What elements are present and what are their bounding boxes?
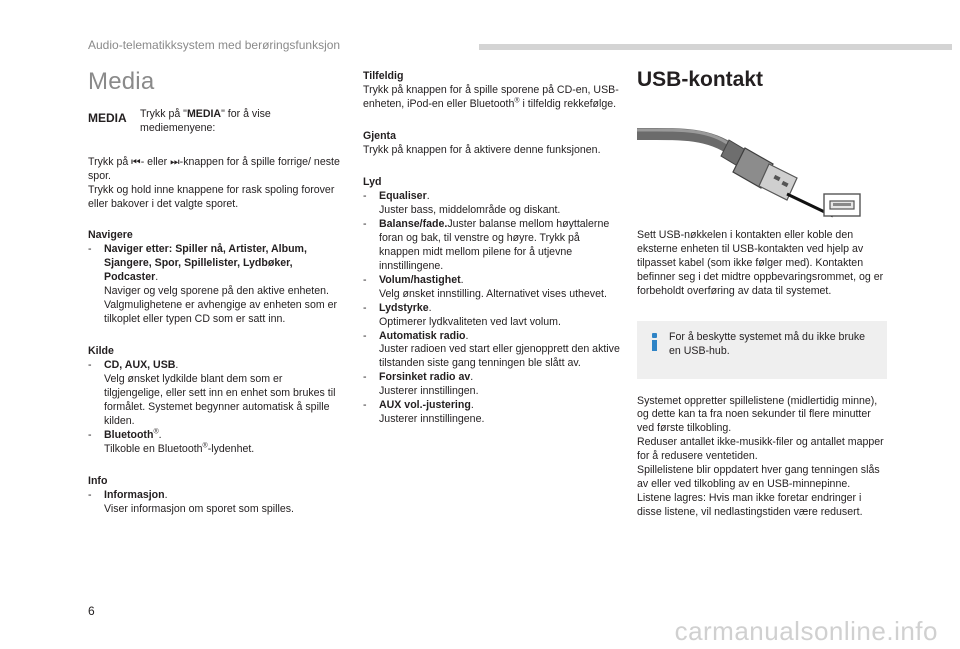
playlist-info: Systemet oppretter spillelistene (midlertidig minne), og dette kan ta fra noen sekunder til flere minutter ved første tilkobling. Reduser antallet ikke-musikk-filer og antallet mapper for å redusere ventetiden. Spillelistene blir oppdatert hver gang tenningen slås av eller ved tilkobling av en USB-minnepinne. Listene lagres: Hvis man ikke foretar endringer i disse listene, vil nedlastingstiden være redusert.	[637, 394, 884, 519]
info-icon	[647, 331, 661, 359]
skip-instructions: Trykk på ⏮- eller ⏭-knappen for å spille forrige/ neste spor. Trykk og hold inne knappene for rask spoling forover eller bakover i det valgte sporet.	[88, 155, 340, 210]
media-key-description: Trykk på "MEDIA" for å vise mediemenyene:	[140, 107, 271, 134]
media-heading: Media	[88, 68, 155, 95]
watermark: carmanualsonline.info	[674, 616, 938, 646]
section-info: Info - Informasjon. Viser informasjon om sporet som spilles.	[88, 475, 340, 517]
media-key-label: MEDIA	[88, 110, 127, 125]
running-header: Audio-telematikksystem med berøringsfunksjon	[88, 38, 341, 52]
list-item: - Equaliser. Juster bass, middelområde og diskant.	[363, 189, 561, 216]
list-item: - AUX vol.-justering. Justerer innstillingene.	[363, 399, 485, 426]
section-lyd: Lyd - Equaliser. Juster bass, middelområde og diskant. - Balanse/fade.Juster balanse mellom høyttalerne foran og bak, til venstre og høyre. Trykk på knappen midt mellom pilene for å utjevne innstillingene. - Volum/hastighet. Velg ønsket innstilling. Alternativet vises uthevet. - Lydstyrke. Optimerer lydkvaliteten ved lavt volum. - Automatisk radio. Juster radioen ved start eller gjenopprett den aktive tilstanden siste gang tenningen ble slått av. - Forsinket radio av. Justerer innstillingen. - AUX vol.-justering. Justerer innstillingene.	[363, 175, 620, 426]
media-key-row	[88, 108, 340, 136]
list-item: - Volum/hastighet. Velg ønsket innstilling. Alternativet vises uthevet.	[363, 273, 607, 300]
info-box-text: For å beskytte systemet må du ikke bruke en USB-hub.	[669, 330, 866, 357]
usb-plug-icon	[637, 112, 887, 227]
header-bar	[479, 44, 952, 50]
list-item: - Bluetooth®. Tilkoble en Bluetooth®-lydenhet.	[88, 428, 255, 456]
list-item: - CD, AUX, USB. Velg ønsket lydkilde blant dem som er tilgjengelige, eller sett inn en enhet som brukes til formålet. Systemet begynner automatisk å spille kilden.	[88, 359, 336, 428]
page-number: 6	[88, 604, 95, 618]
info-box	[637, 321, 887, 379]
list-item: - Informasjon. Viser informasjon om sporet som spilles.	[88, 488, 294, 515]
section-navigere: Navigere - Naviger etter: Spiller nå, Artister, Album, Sjangere, Spor, Spillelister, Lydbøker, Podcaster. Naviger og velg sporene på den aktive enheten. Valgmulighetene er avhengige av enheten som er tilkoplet eller typen CD som er satt inn.	[88, 229, 340, 327]
list-item: - Forsinket radio av. Justerer innstillingen.	[363, 371, 479, 398]
section-kilde: Kilde - CD, AUX, USB. Velg ønsket lydkilde blant dem som er tilgjengelige, eller sett inn en enhet som brukes til formålet. Systemet begynner automatisk å spille kilden. - Bluetooth®. Tilkoble en Bluetooth®-lydenhet.	[88, 345, 340, 457]
list-item: - Automatisk radio. Juster radioen ved start eller gjenopprett den aktive tilstanden siste gang tenningen ble slått av.	[363, 329, 620, 370]
section-tilfeldig: Tilfeldig Trykk på knappen for å spille sporene på CD-en, USB-enheten, iPod-en eller Bluetooth® i tilfeldig rekkefølge.	[363, 70, 619, 110]
list-item: - Lydstyrke. Optimerer lydkvaliteten ved lavt volum.	[363, 301, 561, 328]
usb-illustration	[637, 112, 887, 227]
usb-heading: USB-kontakt	[637, 68, 764, 91]
section-gjenta: Gjenta Trykk på knappen for å aktivere denne funksjonen.	[363, 129, 601, 156]
list-item: - Naviger etter: Spiller nå, Artister, Album, Sjangere, Spor, Spillelister, Lydbøker, Podcaster. Naviger og velg sporene på den aktive enheten. Valgmulighetene er avhengige av enheten som er tilkoplet eller typen CD som er satt inn.	[88, 243, 338, 326]
left-column	[88, 62, 340, 517]
usb-instructions: Sett USB-nøkkelen i kontakten eller koble den eksterne enheten til USB-kontakten ved hjelp av tilpasset kabel (som ikke følger med). Kontakten befinner seg i det midtre oppbevaringsrommet, og er forbeholdt overføring av data til systemet.	[637, 228, 884, 297]
right-column	[637, 62, 887, 520]
list-item: - Balanse/fade.Juster balanse mellom høyttalerne foran og bak, til venstre og høyre. Trykk på knappen midt mellom pilene for å utjevne innstillingene.	[363, 217, 610, 272]
middle-column	[363, 70, 620, 427]
